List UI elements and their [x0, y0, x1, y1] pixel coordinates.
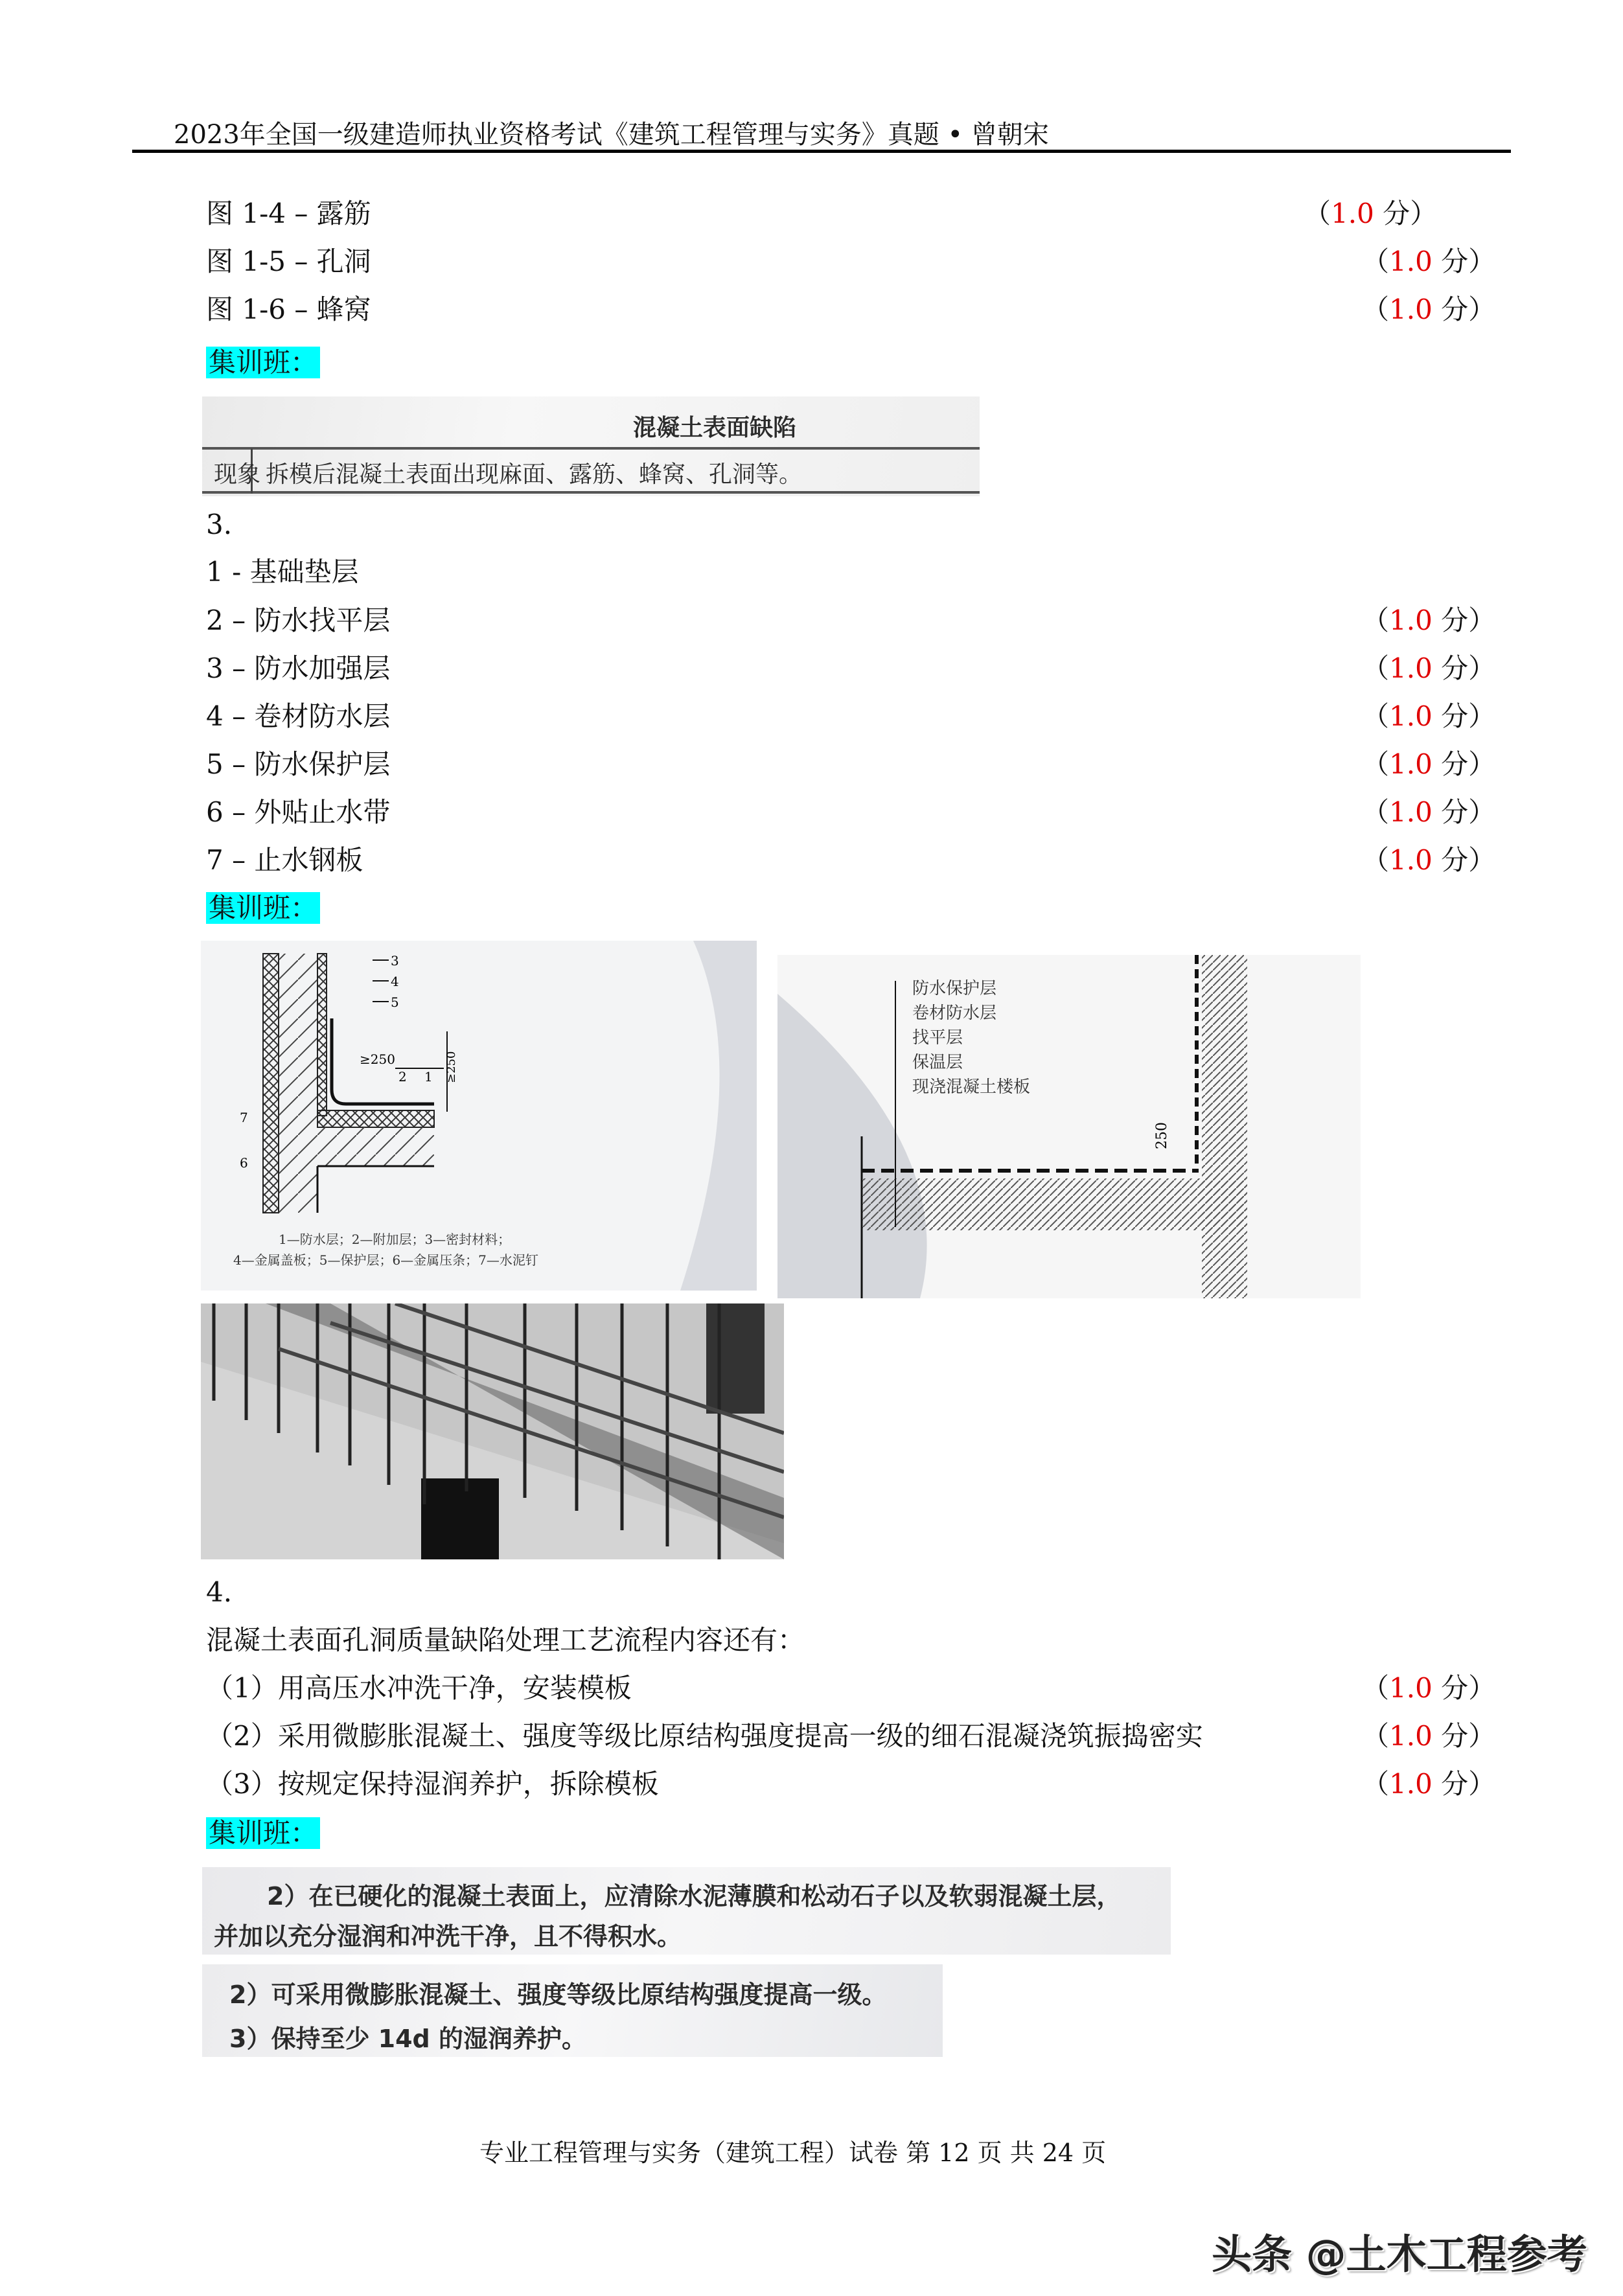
process-step-2: （2）采用微膨胀混凝土、强度等级比原结构强度提高一级的细石混凝浇筑振捣密实 — [206, 1720, 1203, 1752]
callout-6: 6 — [240, 1155, 248, 1171]
legend-line-1: 1—防水层；2—附加层；3—密封材料； — [279, 1232, 511, 1247]
insulated-slab-diagram — [777, 955, 1361, 1298]
answer-line-1-6: 图 1-6 – 蜂窝 — [206, 293, 371, 325]
clip2-line1: 2）可采用微膨胀混凝土、强度等级比原结构强度提高一级。 — [229, 1980, 887, 2009]
score-unit: 分 — [1441, 748, 1469, 780]
score-badge: （1.0 分） — [1362, 652, 1496, 684]
score-badge: （1.0 分） — [1362, 1768, 1496, 1800]
score-unit: 分 — [1441, 844, 1469, 876]
layer-line-5: 5 – 防水保护层 — [206, 748, 391, 780]
callout-1: 1 — [424, 1069, 433, 1085]
score-badge: （1.0 分） — [1362, 796, 1496, 828]
training-label — [206, 1815, 320, 1852]
score-badge: （1.0 分） — [1362, 844, 1496, 876]
waterproof-section-drawing — [201, 941, 757, 1291]
section-number-4: 4. — [206, 1576, 233, 1608]
score-badge: （1.0 分） — [1362, 1672, 1496, 1704]
score-badge: （1.0 分） — [1362, 700, 1496, 732]
slab-section-drawing — [777, 955, 1361, 1298]
training-label-text: 集训班： — [206, 892, 320, 924]
score-unit: 分 — [1441, 604, 1469, 636]
table-row-text: 拆模后混凝土表面出现麻面、露筋、蜂窝、孔洞等。 — [266, 461, 803, 488]
clip1-line1: 2）在已硬化的混凝土表面上，应清除水泥薄膜和松动石子以及软弱混凝土层， — [267, 1882, 1122, 1911]
layer-line-6: 6 – 外贴止水带 — [206, 796, 391, 828]
source-watermark: 头条 @土木工程参考 — [1212, 2231, 1587, 2278]
score-value: 1.0 — [1389, 844, 1433, 876]
waterproof-detail-diagram — [201, 941, 757, 1291]
clip2-line2: 3）保持至少 14d 的湿润养护。 — [229, 2025, 586, 2053]
section4-intro: 混凝土表面孔洞质量缺陷处理工艺流程内容还有： — [206, 1624, 805, 1656]
layer-line-7: 7 – 止水钢板 — [206, 844, 363, 876]
label-concrete-slab: 现浇混凝土楼板 — [912, 1077, 1031, 1097]
callout-3: 3 — [391, 953, 399, 969]
dim-250: 250 — [1154, 1122, 1170, 1149]
score-value: 1.0 — [1389, 604, 1433, 636]
score-unit: 分 — [1441, 700, 1469, 732]
legend-line-2: 4—金属盖板；5—保护层；6—金属压条；7—水泥钉 — [233, 1252, 538, 1268]
layer-line-2: 2 – 防水找平层 — [206, 604, 391, 636]
training-label-text: 集训班： — [206, 1817, 320, 1849]
reference-clip-2 — [202, 1964, 943, 2057]
training-label — [206, 890, 320, 926]
score-value: 1.0 — [1389, 293, 1433, 325]
table-title: 混凝土表面缺陷 — [633, 415, 797, 441]
score-unit: 分 — [1441, 1768, 1469, 1800]
answer-line-1-4: 图 1-4 – 露筋 — [206, 198, 371, 229]
label-leveling-layer: 找平层 — [912, 1028, 963, 1048]
score-badge: （1.0 分） — [1362, 246, 1496, 277]
callout-7: 7 — [240, 1110, 248, 1125]
document-header-title: 2023年全国一级建造师执业资格考试《建筑工程管理与实务》真题 • 曾朝宋 — [174, 120, 1049, 150]
score-value: 1.0 — [1389, 1672, 1433, 1704]
table-rule-top — [202, 447, 980, 450]
score-value: 1.0 — [1389, 796, 1433, 828]
score-unit: 分 — [1441, 1720, 1469, 1752]
score-value: 1.0 — [1389, 246, 1433, 277]
score-unit: 分 — [1441, 246, 1469, 277]
label-insulation-layer: 保温层 — [912, 1053, 963, 1072]
clip1-line2: 并加以充分湿润和冲洗干净，且不得积水。 — [214, 1922, 682, 1951]
score-unit: 分 — [1441, 796, 1469, 828]
label-membrane-layer: 卷材防水层 — [912, 1004, 997, 1023]
dim-vertical: ≥250 — [444, 1051, 458, 1083]
training-label — [206, 345, 320, 381]
score-badge: （1.0 分） — [1362, 1720, 1496, 1752]
score-value: 1.0 — [1389, 700, 1433, 732]
score-badge: （1.0 分） — [1362, 748, 1496, 780]
score-unit: 分 — [1441, 1672, 1469, 1704]
score-value: 1.0 — [1389, 1720, 1433, 1752]
header-divider — [132, 150, 1511, 153]
score-badge: （1.0 分） — [1362, 604, 1496, 636]
rebar-photo-render — [201, 1303, 784, 1559]
page-footer: 专业工程管理与实务（建筑工程）试卷 第 12 页 共 24 页 — [479, 2139, 1107, 2167]
label-protection-layer: 防水保护层 — [912, 979, 997, 998]
answer-line-1-5: 图 1-5 – 孔洞 — [206, 246, 371, 277]
score-value: 1.0 — [1389, 748, 1433, 780]
rebar-photo — [201, 1303, 784, 1559]
process-step-3: （3）按规定保持湿润养护，拆除模板 — [206, 1768, 659, 1800]
callout-2: 2 — [398, 1069, 407, 1085]
dim-horizontal: ≥250 — [360, 1051, 395, 1067]
score-value: 1.0 — [1331, 198, 1374, 229]
callout-4: 4 — [391, 974, 399, 989]
layer-line-4: 4 – 卷材防水层 — [206, 700, 391, 732]
process-step-1: （1）用高压水冲洗干净，安装模板 — [206, 1672, 632, 1704]
score-unit: 分 — [1441, 652, 1469, 684]
score-badge: （1.0 分） — [1362, 293, 1496, 325]
score-unit: 分 — [1441, 293, 1469, 325]
score-value: 1.0 — [1389, 1768, 1433, 1800]
score-value: 1.0 — [1389, 652, 1433, 684]
training-label-text: 集训班： — [206, 347, 320, 378]
defect-table-clip — [202, 396, 980, 496]
score-unit: 分 — [1383, 198, 1410, 229]
table-row-header: 现象 — [214, 461, 261, 488]
section-number-3: 3. — [206, 509, 233, 540]
score-badge: （1.0 分） — [1304, 198, 1438, 229]
table-rule-bottom — [202, 491, 980, 494]
layer-line-3: 3 – 防水加强层 — [206, 652, 391, 684]
layer-line-1: 1 - 基础垫层 — [206, 556, 359, 588]
callout-5: 5 — [391, 994, 399, 1010]
reference-clip-1 — [202, 1867, 1171, 1955]
